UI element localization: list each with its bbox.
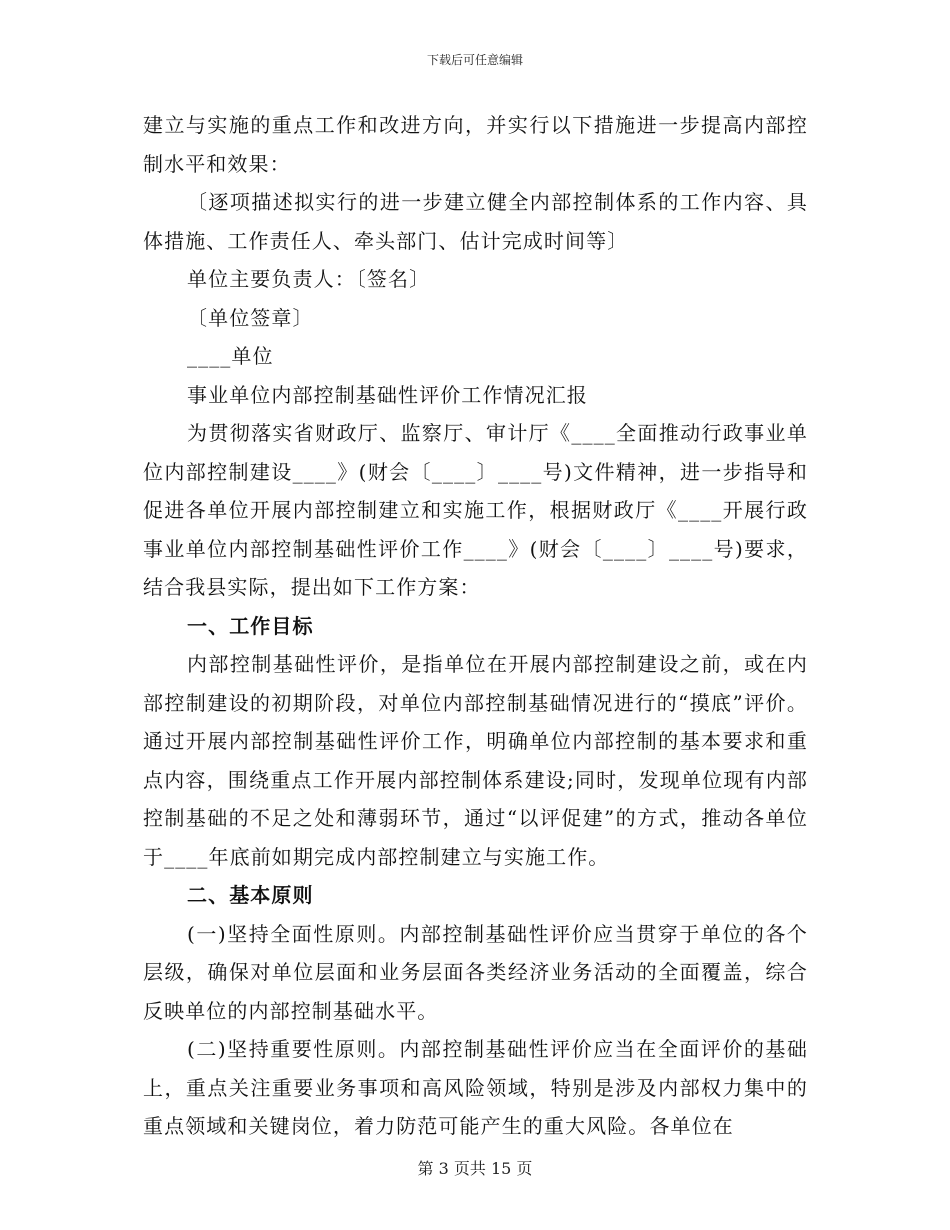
section-heading: 一、工作目标: [187, 613, 314, 638]
paragraph: 〔逐项描述拟实行的进一步建立健全内部控制体系的工作内容、具体措施、工作责任人、牵头部门、估计完成时间等〕: [143, 190, 808, 253]
page-footer: 第 3 页共 15 页: [417, 1159, 533, 1178]
page-header: 下载后可任意编辑: [426, 53, 523, 67]
paragraph: (二)坚持重要性原则。内部控制基础性评价应当在全面评价的基础上，重点关注重要业务事项和高风险领域，特别是涉及内部权力集中的重点领域和关键岗位，着力防范可能产生的重大风险。各单位在: [143, 1037, 808, 1138]
paragraph: 建立与实施的重点工作和改进方向，并实行以下措施进一步提高内部控制水平和效果：: [143, 113, 808, 176]
paragraph: 事业单位内部控制基础性评价工作情况汇报: [187, 382, 588, 407]
paragraph: 单位主要负责人：〔签名〕: [187, 267, 431, 291]
paragraph: ____单位: [187, 344, 274, 368]
document-body: [143, 106, 808, 1146]
section-heading: 二、基本原则: [187, 883, 314, 907]
paragraph: 为贯彻落实省财政厅、监察厅、审计厅《____全面推动行政事业单位内部控制建设____》(财会〔____〕____号)文件精神，进一步指导和促进各单位开展内部控制建立和实施工作，根据财政厅《____开展行政事业单位内部控制基础性评价工作____》(财会〔____〕____号)要求，结合我县实际，提出如下工作方案：: [143, 421, 808, 599]
paragraph: (一)坚持全面性原则。内部控制基础性评价应当贯穿于单位的各个层级，确保对单位层面和业务层面各类经济业务活动的全面覆盖，综合反映单位的内部控制基础水平。: [143, 921, 808, 1023]
paragraph: 内部控制基础性评价，是指单位在开展内部控制建设之前，或在内部控制建设的初期阶段，对单位内部控制基础情况进行的“摸底”评价。通过开展内部控制基础性评价工作，明确单位内部控制的基本要求和重点内容，围绕重点工作开展内部控制体系建设;同时，发现单位现有内部控制基础的不足之处和薄弱环节，通过“以评促建”的方式，推动各单位于____年底前如期完成内部控制建立与实施工作。: [143, 652, 808, 869]
paragraph: 〔单位签章〕: [187, 305, 314, 330]
